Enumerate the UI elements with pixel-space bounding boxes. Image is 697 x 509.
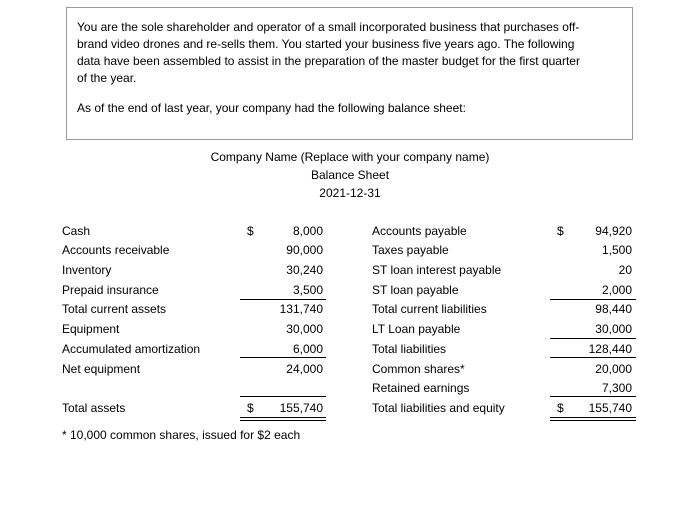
asset-value: 8,000	[292, 224, 323, 238]
liability-value: 94,920	[595, 224, 632, 238]
asset-value: 90,000	[286, 243, 323, 257]
liability-label: Total liabilities	[372, 342, 447, 356]
subtotal-rule	[550, 338, 636, 339]
asset-label: Accumulated amortization	[62, 342, 201, 356]
total-rule	[240, 396, 326, 397]
currency-symbol: $	[557, 224, 564, 238]
asset-value: 131,740	[279, 302, 323, 316]
liability-label: Accounts payable	[372, 224, 467, 238]
asset-label: Equipment	[62, 322, 120, 336]
total-liabilities-equity-label: Total liabilities and equity	[372, 401, 505, 415]
liability-value: 128,440	[588, 342, 632, 356]
equity-label: Retained earnings	[372, 381, 470, 395]
asset-label: Accounts receivable	[62, 243, 170, 257]
asset-value: 30,000	[286, 322, 323, 336]
total-liabilities-equity-value: 155,740	[588, 401, 632, 415]
total-assets-label: Total assets	[62, 401, 126, 415]
statement-title: Balance Sheet	[310, 168, 390, 182]
liability-label: ST loan interest payable	[372, 263, 502, 277]
liability-label: ST loan payable	[372, 283, 459, 297]
asset-label: Total current assets	[62, 302, 167, 316]
equity-value: 7,300	[601, 381, 632, 395]
currency-symbol: $	[247, 224, 254, 238]
asset-value: 3,500	[292, 283, 323, 297]
double-rule	[240, 420, 326, 421]
intro-box	[66, 7, 633, 140]
liability-label: Total current liabilities	[372, 302, 487, 316]
intro-line: data have been assembled to assist in the preparation of the master budget for the first quarter	[77, 54, 580, 68]
double-rule	[550, 417, 636, 418]
equity-value: 20,000	[595, 362, 632, 376]
asset-value: 24,000	[286, 362, 323, 376]
liability-label: Taxes payable	[372, 243, 449, 257]
subtotal-rule	[240, 299, 326, 300]
liability-value: 98,440	[595, 302, 632, 316]
intro-line: brand video drones and re-sells them. You started your business five years ago. The following	[77, 37, 575, 51]
equity-label: Common shares*	[372, 362, 465, 376]
statement-date: 2021-12-31	[319, 186, 381, 200]
total-assets-value: 155,740	[279, 401, 323, 415]
intro-line: You are the sole shareholder and operator of a small incorporated business that purchases off-	[77, 20, 580, 34]
liability-value: 1,500	[601, 243, 632, 257]
intro-balance-sheet-line: As of the end of last year, your company had the following balance sheet:	[77, 101, 466, 115]
intro-line: of the year.	[77, 71, 137, 85]
subtotal-rule	[240, 357, 326, 358]
currency-symbol: $	[557, 401, 564, 415]
currency-symbol: $	[247, 401, 254, 415]
liability-value: 30,000	[595, 322, 632, 336]
liability-label: LT Loan payable	[372, 322, 461, 336]
asset-label: Cash	[62, 224, 91, 238]
asset-value: 6,000	[292, 342, 323, 356]
double-rule	[240, 417, 326, 418]
asset-label: Prepaid insurance	[62, 283, 159, 297]
asset-label: Inventory	[62, 263, 112, 277]
total-rule	[550, 396, 636, 397]
footnote: * 10,000 common shares, issued for $2 each	[62, 428, 301, 442]
company-name: Company Name (Replace with your company name)	[210, 150, 490, 164]
asset-value: 30,240	[286, 263, 323, 277]
asset-label: Net equipment	[62, 362, 141, 376]
liability-value: 20	[618, 263, 632, 277]
double-rule	[550, 420, 636, 421]
liability-value: 2,000	[601, 283, 632, 297]
subtotal-rule	[550, 357, 636, 358]
subtotal-rule	[550, 299, 636, 300]
